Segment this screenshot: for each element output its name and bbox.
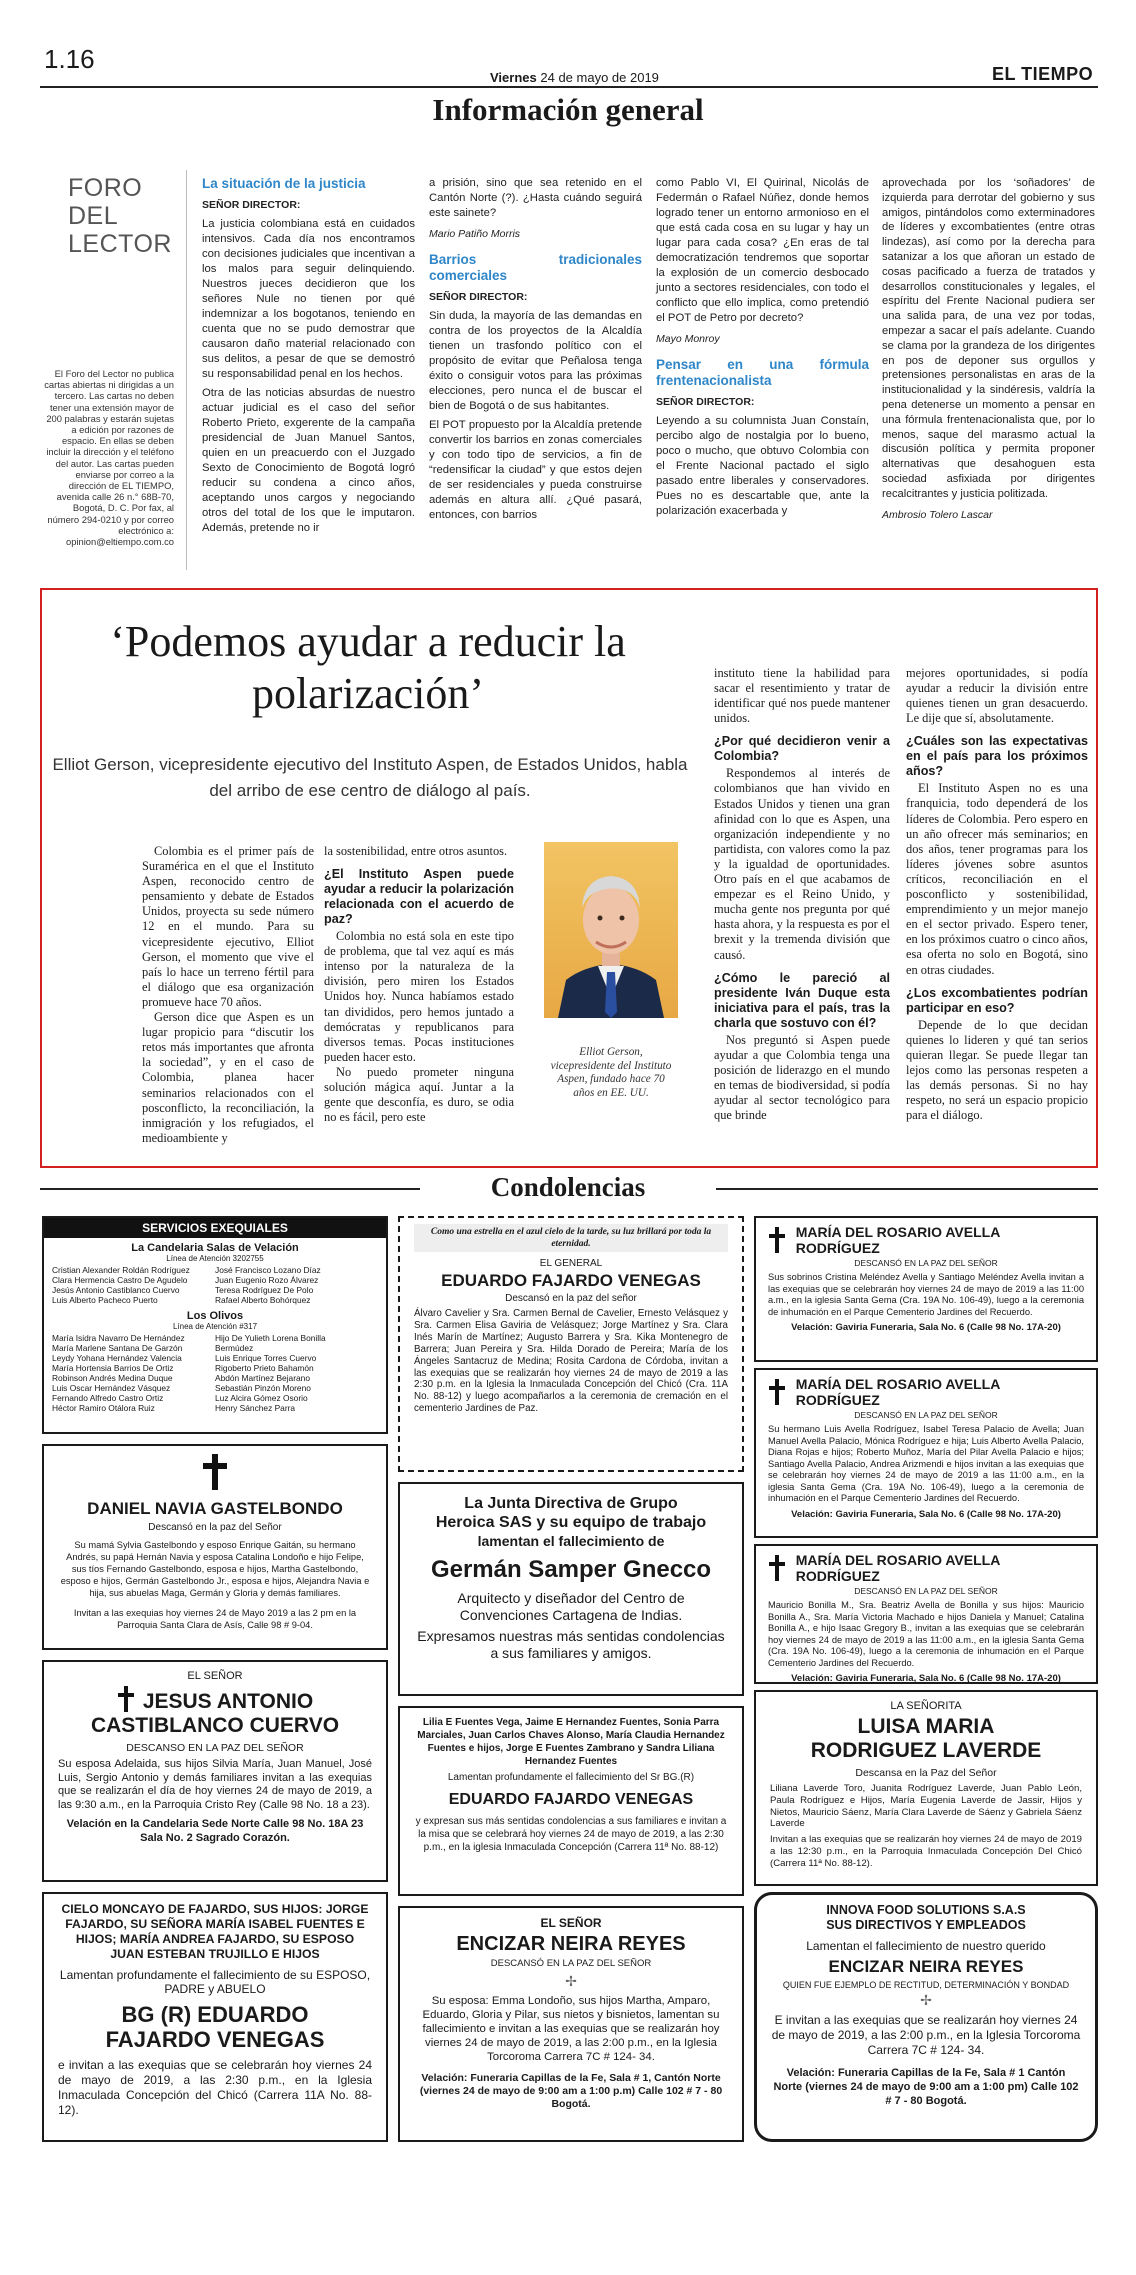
- name-entry: María Marlene Santana De Garzón: [52, 1343, 183, 1353]
- name-entry: Abdón Martínez Bejarano: [215, 1373, 310, 1383]
- deceased-name-line1: BG (R) EDUARDO: [121, 2002, 309, 2027]
- name-entry: Rigoberto Prieto Bahamón: [215, 1363, 314, 1373]
- name-entry: Teresa Rodríguez De Polo: [215, 1285, 314, 1295]
- obituary-text: Su hermano Luis Avella Rodríguez, Isabel Teresa Palacio de Avella; Juan Manuel Avella Palacio, Mónica Rodríguez e hija; Luis Alberto Avella Palacio, Diana Rojas e hijos; Roberto Muñoz, María del Pilar Avella Palacio e hijos; Santiago Avella Palacio, Andrea Arizmendi e hijos invitan a las exequias que se celebrarán hoy viernes 24 de mayo de 2019 a las 11:00 a.m., en la iglesia Santa Gema (Cra. 19A No. 106-49), luego a la ceremonia de inhumación en el Parque Cementerio Jardines del Recuerdo.: [768, 1424, 1084, 1503]
- navia-obituary: [42, 1444, 388, 1650]
- neira-obituary: [398, 1906, 744, 2142]
- deceased-name: EDUARDO FAJARDO VENEGAS: [448, 1791, 694, 1808]
- obituary-sub: DESCANSÓ EN LA PAZ DEL SEÑOR: [854, 1258, 998, 1268]
- obituary-sub: DESCANSO EN LA PAZ DEL SEÑOR: [126, 1742, 304, 1754]
- interview-paragraph: No puedo prometer ninguna solución mágica aquí. Juntar a la gente que desconfía, es duro, se odia no es fácil, pero este: [324, 1064, 514, 1125]
- name-entry: Hijo De Yulieth Lorena Bonilla: [215, 1333, 326, 1343]
- interview-paragraph: Gerson dice que Aspen es un lugar propicio para “discutir los retos más importantes que afronta la sociedad”, y en el caso de Colombia, planea hacer seminarios relacionados con el posconflicto, la reconciliación, la inmigración y los refugiados, el medioambiente y: [142, 1010, 314, 1145]
- section-title: Información general: [432, 92, 704, 127]
- laverde-obituary: [754, 1690, 1098, 1886]
- letter-paragraph: El POT propuesto por la Alcaldía pretende convertir los barrios en zonas comerciales y con todo tipo de servicios, a fin de “redensificar la ciudad” y que estos dejen de ser residenciales y pueda construirse además en altura allí. ¿Qué pasará, entonces, con barrios: [429, 419, 642, 521]
- photo-caption: Elliot Gerson, vicepresidente del Instituto Aspen, fundado hace 70 años en EE. UU.: [550, 1046, 672, 1099]
- name-entry: Luis Oscar Hernández Vásquez: [52, 1383, 171, 1393]
- interview-paragraph: Colombia no está sola en este tipo de problema, que tal vez aquí es más intenso por la naturaleza de la división, pero miren los Estados Unidos hoy. Nunca habíamos estado tan divididos, pero hemos juntado a demócratas y republicanos para diversos temas. Pocas instituciones pueden hacer esto.: [324, 929, 514, 1064]
- deceased-name: [770, 1715, 1082, 1763]
- obituary-text: Invitan a las exequias hoy viernes 24 de Mayo 2019 a las 2 pm en la Parroquia Santa Clara de Asís, Calle 98 # 9-04.: [73, 1608, 357, 1630]
- name-entry: Leydy Yohana Hernández Valencia: [52, 1353, 182, 1363]
- letter-column-4: [882, 176, 1095, 532]
- obituary-text: E invitan a las exequias que se realizarán hoy viernes 24 de mayo de 2019, a las 2:00 p.m., en la Iglesia Torcoroma Carrera 7C # 124- 34.: [771, 2013, 1081, 2057]
- ornament-icon: ✢: [920, 1992, 932, 2008]
- name-entry: Fernando Alfredo Castro Ortiz: [52, 1393, 164, 1403]
- obituary-intro: Lilia E Fuentes Vega, Jaime E Hernandez Fuentes, Sonia Parra Marciales, Juan Carlos Chaves Alonso, María Claudia Hernandez Fuentes e hijos, Jorge E Fuentes Zambrano y Sandra Liliana Hernandez Fuentes: [417, 1717, 725, 1767]
- velacion-text: Velación: Funeraria Capillas de la Fe, Sala # 1, Cantón Norte (viernes 24 de mayo de 9:00 am a 1:00 p.m) Calle 102 # 7 - 80 Bogotá.: [419, 2072, 723, 2110]
- deceased-name-line2: CASTIBLANCO CUERVO: [90, 1714, 340, 1737]
- interview-headline: ‘Podemos ayudar a reducir la polarización’: [110, 617, 626, 718]
- interview-question: ¿Cómo le pareció al presidente Iván Duque esta iniciativa para el país, tras la charla que sostuvo con él?: [714, 970, 890, 1030]
- name-entry: Luis Enrique Torres Cuervo: [215, 1353, 317, 1363]
- interview-column-2: [324, 844, 514, 1125]
- interview-paragraph: Nos preguntó si Aspen puede ayudar a que Colombia tenga una posición de liderazgo en el mundo en temas de biodiversidad, si podía ayudar al sector tecnológico para que brinde: [714, 1032, 890, 1123]
- obituary-heading: [768, 1552, 1084, 1584]
- junta-line: Heroica SAS y su equipo de trabajo: [435, 1514, 707, 1531]
- avella-obituary-1: [754, 1216, 1098, 1362]
- name-entry: Héctor Ramiro Otálora Ruiz: [52, 1403, 155, 1413]
- deceased-name: ENCIZAR NEIRA REYES: [456, 1933, 686, 1955]
- obituary-text: Mauricio Bonilla M., Sra. Beatriz Avella de Bonilla y sus hijos: Mauricio Bonilla A., Sra. María Victoria Machado e hijos Daniela y Manuel; Catalina Bonilla A., e hijo Isaac Gregory B., invitan a las exequias que se celebrarán hoy viernes 24 de mayo de 2019 a las 11:00 a.m., en la iglesia Santa Gema (Cra. 19A No. 106-49), luego a la ceremonia de inhumación en el Parque Cementerio Jardines del Recuerdo.: [768, 1600, 1084, 1668]
- velacion-text: Velación: Gaviria Funeraria, Sala No. 6 (Calle 98 No. 17A-20): [791, 1673, 1061, 1684]
- name-entry: Henry Sánchez Parra: [215, 1403, 296, 1413]
- obituary-text: Arquitecto y diseñador del Centro de Convenciones Cartagena de Indias.: [457, 1590, 685, 1623]
- junta-line: lamentan el fallecimiento de: [477, 1533, 665, 1549]
- velacion-text: Velación en la Candelaria Sede Norte Calle 98 No. 18A 23 Sala No. 2 Sagrado Corazón.: [66, 1818, 364, 1844]
- sala-name: Los Olivos: [186, 1310, 244, 1322]
- obituary-sub: Descansó en la paz del señor: [505, 1293, 637, 1304]
- obituary-kicker: EL SEÑOR: [187, 1670, 243, 1682]
- sala-line: Línea de Atención 3202755: [166, 1254, 264, 1263]
- velacion-text: Velación: Funeraria Capillas de la Fe, Sala # 1 Cantón Norte (viernes 24 de mayo de 9:00 am a 1:00 pm) Calle 102 # 7 - 80 Bogotá.: [773, 2067, 1079, 2107]
- company-name: INNOVA FOOD SOLUTIONS S.A.S: [826, 1903, 1026, 1917]
- interview-question: ¿Los excombatientes podrían participar en eso?: [906, 985, 1088, 1015]
- name-entry: José Francisco Lozano Díaz: [215, 1265, 321, 1275]
- obituary-sub: QUIEN FUE EJEMPLO DE RECTITUD, DETERMINACIÓN Y BONDAD: [782, 1980, 1070, 1990]
- cross-icon: [768, 1379, 786, 1405]
- deceased-name: [58, 1686, 372, 1738]
- deceased-name-line1: LUISA MARIA: [857, 1715, 995, 1738]
- names-list: [215, 1265, 378, 1305]
- obituary-kicker: EL SEÑOR: [540, 1916, 602, 1930]
- letter-signature: Ambrosio Tolero Lascar: [882, 508, 993, 521]
- obituary-text: y expresan sus más sentidas condolencias a sus familiares e invitan a la misa que se celebrará hoy viernes 24 de mayo de 2019, a las 2:30 p.m., en la iglesia Inmaculada Concepción (Carrera 11ª No. 88-12): [415, 1816, 727, 1853]
- header-day: Viernes: [490, 70, 537, 85]
- page-number: 1.16: [44, 44, 95, 74]
- obituary-text: Liliana Laverde Toro, Juanita Rodríguez Laverde, Juan Pablo León, Paula Rodríguez e Hijos, María Eugenia Laverde de Jassir, Hijos y Nietos, Mauricio Sáenz, María Clara Laverde de Sáenz y Gabriela Sáenz Laverde: [770, 1783, 1082, 1830]
- cross-icon: [768, 1555, 786, 1581]
- letter-salutation: SEÑOR DIRECTOR:: [429, 291, 528, 303]
- obituary-text: Su esposa: Emma Londoño, sus hijos Martha, Amparo, Eduardo, Gloria y Pilar, sus nietos y bisnietos, lamentan su fallecimiento e invitan a las exequias que se realizarán hoy viernes 24 de mayo de 2019, a las 2:00 p.m., en la Iglesia Torcoroma Carrera 7C # 124- 34.: [422, 1995, 720, 2063]
- obituary-verse: Como una estrella en el azul cielo de la tarde, su luz brillará por toda la eternidad.: [414, 1224, 728, 1252]
- deceased-name: MARÍA DEL ROSARIO AVELLA RODRÍGUEZ: [795, 1224, 1000, 1256]
- names-list: [52, 1333, 215, 1413]
- letter-headline: La situación de la justicia: [202, 176, 366, 191]
- header-date-text: 24 de mayo de 2019: [540, 70, 659, 85]
- obituary-sub: DESCANSÓ EN LA PAZ DEL SEÑOR: [854, 1586, 998, 1596]
- obituary-lament: Lamentan profundamente el fallecimiento del Sr BG.(R): [447, 1772, 695, 1783]
- letter-paragraph: La justicia colombiana está en cuidados intensivos. Cada día nos encontramos con decisiones judiciales que incentivan a los malos para seguir delinquiendo. Nuestros jueces decidieron que los señores Nule no tienen por qué indemnizar a los bogotanos, teniendo en cuenta que no se pudo demostrar que causaron daño material relacionado con sus delitos, a pesar de que se demostró su responsabilidad penal en los hechos.: [202, 218, 415, 380]
- deceased-name-line1: JESUS ANTONIO: [142, 1690, 314, 1713]
- fajardo-general-obituary: [398, 1216, 744, 1472]
- name-entry: María Hortensia Barrios De Ortiz: [52, 1363, 174, 1373]
- obituary-text: e invitan a las exequias que se celebrarán hoy viernes 24 de mayo de 2019, a las 2:30 p.m., en la Iglesia Inmaculada Concepción del Chicó (Carrera 11A No. 88-12).: [58, 2058, 372, 2117]
- foro-title-line1: FORO DEL: [68, 174, 143, 230]
- letter-column-2: [429, 176, 642, 527]
- obituary-sub: Descansa en la Paz del Señor: [855, 1767, 997, 1779]
- company-staff: SUS DIRECTIVOS Y EMPLEADOS: [826, 1918, 1026, 1932]
- sala-line: Línea de Atención #317: [172, 1322, 258, 1331]
- letter-signature: Mayo Monroy: [656, 333, 720, 345]
- foro-title-line2: LECTOR: [68, 230, 172, 258]
- innova-obituary: [754, 1892, 1098, 2142]
- letter-paragraph: como Pablo VI, El Quirinal, Nicolás de Federmán o Rafael Núñez, donde hemos logrado tener un entorno armonioso en el que está cada cosa en su lugar y hay un lugar para cada cosa? ¿En eras de tal democratización tendremos que soportar la explosión de un comercio desbocado junto a sectores residenciales, con todo el conflicto que ello implica, como pretendió el POT de Petro por decreto?: [656, 177, 869, 324]
- interview-column-1: [142, 844, 314, 1146]
- junta-line: La Junta Directiva de Grupo: [464, 1495, 678, 1512]
- ornament-icon: ✢: [565, 1973, 577, 1989]
- interview-paragraph: El Instituto Aspen no es una franquicia, todo dependerá de los líderes de Colombia. Pero espero en un año ofrecer más seminarios; en dos años, tener programas para los líderes jóvenes sobre asuntos críticos, reconciliación en el posconflicto y sostenibilidad, emprendimiento y un mejor manejo en el sector privado. Espero tener, en los próximos cuatro o cinco años, esa oferta no solo en Bogotá, sino en otras ciudades.: [906, 781, 1088, 977]
- cross-icon: [117, 1686, 135, 1712]
- obituary-lament: Lamentan el fallecimiento de nuestro querido: [806, 1939, 1046, 1953]
- masthead-logo: EL TIEMPO: [992, 64, 1094, 84]
- portrait-image: [544, 842, 678, 1018]
- name-entry: Jesús Antonio Castiblanco Cuervo: [52, 1285, 180, 1295]
- interview-paragraph: Respondemos al interés de colombianos que han vivido en Estados Unidos y tienen una gran afinidad con lo que es Aspen, una organización independiente y no partidista, con valores como la paz y la igualdad de oportunidades. Otro país en el que acabamos de empezar es el Reino Unido, y mucha gente nos pregunta por qué hasta ahora, y la respuesta es por el brexit y la tremenda división que causó.: [714, 766, 890, 962]
- cross-icon: [202, 1454, 228, 1490]
- header-date: [490, 70, 659, 85]
- obituary-text: Expresamos nuestras más sentidas condolencias a sus familiares y amigos.: [417, 1628, 725, 1661]
- deceased-name: EDUARDO FAJARDO VENEGAS: [441, 1271, 701, 1290]
- letter-headline: Pensar en una fórmula frentenacionalista: [656, 357, 869, 388]
- fajardo-family-obituary: [398, 1706, 744, 1896]
- avella-obituary-2: [754, 1368, 1098, 1538]
- velacion-text: Velación: Gaviria Funeraria, Sala No. 6 (Calle 98 No. 17A-20): [791, 1508, 1061, 1520]
- letter-paragraph: Otra de las noticias absurdas de nuestro actuar judicial es el caso del señor Roberto Prieto, exgerente de la campaña presidencial de Juan Manuel Santos, quien en un preacuerdo con el Juzgado Sexto de Conocimiento de Bogotá logró reducir su condena a cinco años, aceptando unos cargos y negociando otros del total de los que le imputaron. Además, pretende no ir: [202, 387, 415, 534]
- obituary-text: Álvaro Cavelier y Sra. Carmen Bernal de Cavelier, Ernesto Velásquez y Sra. Carmen Elisa Gaviria de Velásquez; Jorge Martínez y Sra. Clara Inés Marín de Martínez; Augusto Barrera y Sra. Kika Montenegro de Barrera; Juan Pereira y Sra. Hilda Dorado de Pereira; María de los Ángeles Santacruz de Medina; Rosita Cardona de Córdoba, invitan a las exequias que se realizarán hoy viernes 24 de mayo de 2019 a las 2:30 p.m. en la Iglesia la Inmaculada Concepción del Chicó (Cra. 11A No. 88-12) y luego acompañarlos a la ceremonia de cremación en el cementerio Jardines de Paz.: [414, 1308, 728, 1415]
- letter-paragraph: a prisión, sino que sea retenido en el Cantón Norte (?). ¿Hasta cuándo seguirá este sainete?: [429, 177, 642, 219]
- names-list: [52, 1265, 215, 1305]
- sala-name: La Candelaria Salas de Velación: [131, 1242, 299, 1254]
- name-entry: Juan Eugenio Rozo Álvarez: [215, 1275, 319, 1285]
- velacion-text: Velación: Gaviria Funeraria, Sala No. 6 (Calle 98 No. 17A-20): [791, 1322, 1061, 1333]
- letter-paragraph: aprovechada por los ‘soñadores’ de izquierda para derrotar del gobierno y sus amigos, pintándolos como exterminadores de líderes y excombatientes (entre otras lindezas), así como por la derecha para satanizar a los que añoran un estado de cosas pacificado a fuerza de tratados y desarrollos constitucionales y legales, el espíritu del Frente Nacional pudiera ser una salida para, de una vez por todas, empezar a sacar el país adelante. Cuando se clama por la grandeza de los dirigentes en pos de deponer sus orgullos y pretensiones personalistas en aras de la institucionalidad y la sindéresis, valdría la pena detenerse un momento a pensar en una fórmula frentenacionalista que, por lo menos, saque del marasmo actual la discusión política y permita proponer alternativas que desahoguen esta sociedad asfixiada por dirigentes recalcitrantes y justicia politizada.: [882, 177, 1095, 500]
- moncayo-obituary: [42, 1892, 388, 2142]
- name-entry: Clara Hermencia Castro De Agudelo: [52, 1275, 188, 1285]
- letter-paragraph: Leyendo a su columnista Juan Constaín, percibo algo de nostalgia por lo bueno, poco o mucho, que obtuvo Colombia con el Frente Nacional pactado el siglo pasado entre liberales y conservadores. Pues no es descartable que, ante la polarización exacerbada y: [656, 415, 869, 517]
- obituary-lament: Lamentan profundamente el fallecimiento de su ESPOSO, PADRE y ABUELO: [59, 1968, 371, 1996]
- name-entry: Bermúdez: [215, 1343, 254, 1353]
- obituary-intro: CIELO MONCAYO DE FAJARDO, SUS HIJOS: JORGE FAJARDO, SU SEÑORA MARÍA ISABEL FUENTES E HIJOS; MARÍA ANDREA FAJARDO, SU ESPOSO JUAN ESTEBAN TRUJILLO E HIJOS: [61, 1902, 369, 1961]
- name-entry: María Isidra Navarro De Hernández: [52, 1333, 185, 1343]
- interview-paragraph: mejores oportunidades, si podía ayudar a reducir la división entre quienes tienen un gran desacuerdo. Le dije que sí, absolutamente.: [906, 666, 1088, 726]
- letter-signature: Mario Patiño Morris: [429, 228, 521, 240]
- obituary-text: Invitan a las exequias que se realizarán hoy viernes 24 de mayo de 2019 a las 12:30 p.m., en la Parroquia Inmaculada Concepción Del Chicó (Carrera 11ª No. 88-12).: [770, 1834, 1082, 1869]
- names-block-2: [44, 1331, 386, 1415]
- obituary-heading: [768, 1224, 1084, 1256]
- deceased-name-line2: FAJARDO VENEGAS: [105, 2027, 325, 2052]
- column-divider: [186, 170, 187, 570]
- letter-salutation: SEÑOR DIRECTOR:: [202, 199, 301, 211]
- name-entry: Sebastián Pinzón Moreno: [215, 1383, 311, 1393]
- foro-title: [68, 174, 172, 258]
- obituary-sub: DESCANSÓ EN LA PAZ DEL SEÑOR: [854, 1410, 998, 1420]
- cross-icon: [768, 1227, 786, 1253]
- obituary-kicker: LA SEÑORITA: [890, 1700, 962, 1712]
- interview-column-4: [906, 666, 1088, 1123]
- deceased-name: MARÍA DEL ROSARIO AVELLA RODRÍGUEZ: [795, 1376, 1000, 1408]
- servicios-header: SERVICIOS EXEQUIALES: [44, 1218, 386, 1238]
- samper-obituary: [398, 1482, 744, 1696]
- interview-deck: Elliot Gerson, vicepresidente ejecutivo del Instituto Aspen, de Estados Unidos, habla del arribo de ese centro de diálogo al país.: [52, 755, 688, 800]
- obituary-kicker: EL GENERAL: [539, 1258, 603, 1269]
- obituary-text: Su esposa Adelaida, sus hijos Silvia María, Juan Manuel, José Luis, Sergio Antonio y demás familiares invitan a las exequias que se realizarán el día de hoy viernes 24 de mayo de 2019, a las 9:30 a.m., en la Parroquia Cristo Rey (Calle 98 No. 18 a 23).: [58, 1758, 372, 1811]
- name-entry: Luis Alberto Pacheco Puerto: [52, 1295, 158, 1305]
- interview-paragraph: Colombia es el primer país de Suramérica en el que el Instituto Aspen, reconocido centro de pensamiento y debate de Estados Unidos, proyecta su sede número 12 en el mundo. Para su vicepresidente ejecutivo, Elliot Gerson, el momento que vive el país lo hace un terreno fértil para el diálogo que esa organización promueve hace 70 años.: [142, 844, 314, 1009]
- interview-paragraph: Depende de lo que decidan quienes lo lideren y qué tan serios quieran llegar. Se puede llegar tan lejos como las personas respeten a las demás personas. Si no hay respeto, no será un espacio propicio para el diálogo.: [906, 1017, 1088, 1123]
- deceased-name: [58, 2002, 372, 2052]
- deceased-name: ENCIZAR NEIRA REYES: [828, 1957, 1024, 1976]
- portrait-photo: [544, 842, 678, 1018]
- interview-question: ¿Cuáles son las expectativas en el país para los próximos años?: [906, 734, 1088, 779]
- interview-question: ¿Por qué decidieron venir a Colombia?: [714, 734, 890, 764]
- letter-headline: Barrios tradicionales comerciales: [429, 252, 642, 283]
- obituary-text: Su mamá Sylvia Gastelbondo y esposo Enrique Gaitán, su hermano Andrés, su papá Hernán Navia y esposa Catalina Londoño e hijo Felipe, sus tíos Fernando Gastelbondo, esposa e hijos, Martha Gastelbondo, esposo e hijos, Germán Gastelbondo Jr., esposa e hijos, Alejandra Navia e hija, sus abuelas Maga, Germán y Gloria y demás familiares.: [60, 1540, 370, 1598]
- letter-paragraph: Sin duda, la mayoría de las demandas en contra de los proyectos de la Alcaldía tienen un trasfondo político con el propósito de evitar que Peñalosa tenga éxito o consiguir votos para las próximas elecciones, pero nunca el de buscar el bien de Bogotá o de sus habitantes.: [429, 310, 642, 412]
- interview-column-3: [714, 666, 890, 1123]
- letter-column-1: [202, 176, 415, 540]
- name-entry: Robinson Andrés Medina Duque: [52, 1373, 173, 1383]
- obituary-text: Sus sobrinos Cristina Meléndez Avella y Santiago Meléndez Avella invitan a las exequias que se celebrarán hoy viernes 24 de mayo de 2019 a las 11:00 a.m., en la iglesia Santa Gema (Cra. 19A No. 106-49), luego a la ceremonia de inhumación en el Parque Cementerio Jardines del Recuerdo.: [768, 1272, 1084, 1317]
- names-block-1: [44, 1263, 386, 1307]
- foro-info: El Foro del Lector no publica cartas abiertas ni dirigidas a un tercero. Las cartas no deben tener una extensión mayor de 200 palabras y estarán sujetas a edición por razones de espacio. En ellas se deben incluir la dirección y el teléfono del autor. Las cartas pueden enviarse por correo a la dirección de EL TIEMPO, avenida calle 26 n.° 68B-70, Bogotá, D. C. Por fax, al número 294-0210 y por correo electrónico a: opinion@eltiempo.com.co: [44, 368, 174, 548]
- castiblanco-obituary: [42, 1660, 388, 1882]
- interview-paragraph: la sostenibilidad, entre otros asuntos.: [324, 844, 508, 858]
- obituary-sub: Descansó en la paz del Señor: [148, 1522, 282, 1533]
- obituary-heading: [768, 1376, 1084, 1408]
- interview-paragraph: instituto tiene la habilidad para sacar el resentimiento y tratar de identificar qué nos puede mantener unidos.: [714, 666, 890, 726]
- condolencias-title: Condolencias: [490, 1172, 646, 1202]
- name-entry: Rafael Alberto Bohórquez: [215, 1295, 311, 1305]
- interview-question: ¿El Instituto Aspen puede ayudar a reducir la polarización relacionada con el acuerdo de paz?: [324, 867, 514, 927]
- letter-column-3: [656, 176, 869, 523]
- servicios-exequiales-ad: [42, 1216, 388, 1434]
- header-rule: [40, 86, 1098, 88]
- name-entry: Cristian Alexander Roldán Rodríguez: [52, 1265, 190, 1275]
- names-list: [215, 1333, 378, 1413]
- deceased-name: DANIEL NAVIA GASTELBONDO: [87, 1499, 343, 1518]
- letter-salutation: SEÑOR DIRECTOR:: [656, 396, 755, 408]
- deceased-name: MARÍA DEL ROSARIO AVELLA RODRÍGUEZ: [795, 1552, 1000, 1584]
- deceased-name-line2: RODRIGUEZ LAVERDE: [810, 1739, 1042, 1762]
- name-entry: Luz Alcira Gómez Osorio: [215, 1393, 308, 1403]
- deceased-name: Germán Samper Gnecco: [430, 1556, 712, 1583]
- obituary-sub: DESCANSÓ EN LA PAZ DEL SEÑOR: [490, 1958, 652, 1969]
- avella-obituary-3: [754, 1544, 1098, 1684]
